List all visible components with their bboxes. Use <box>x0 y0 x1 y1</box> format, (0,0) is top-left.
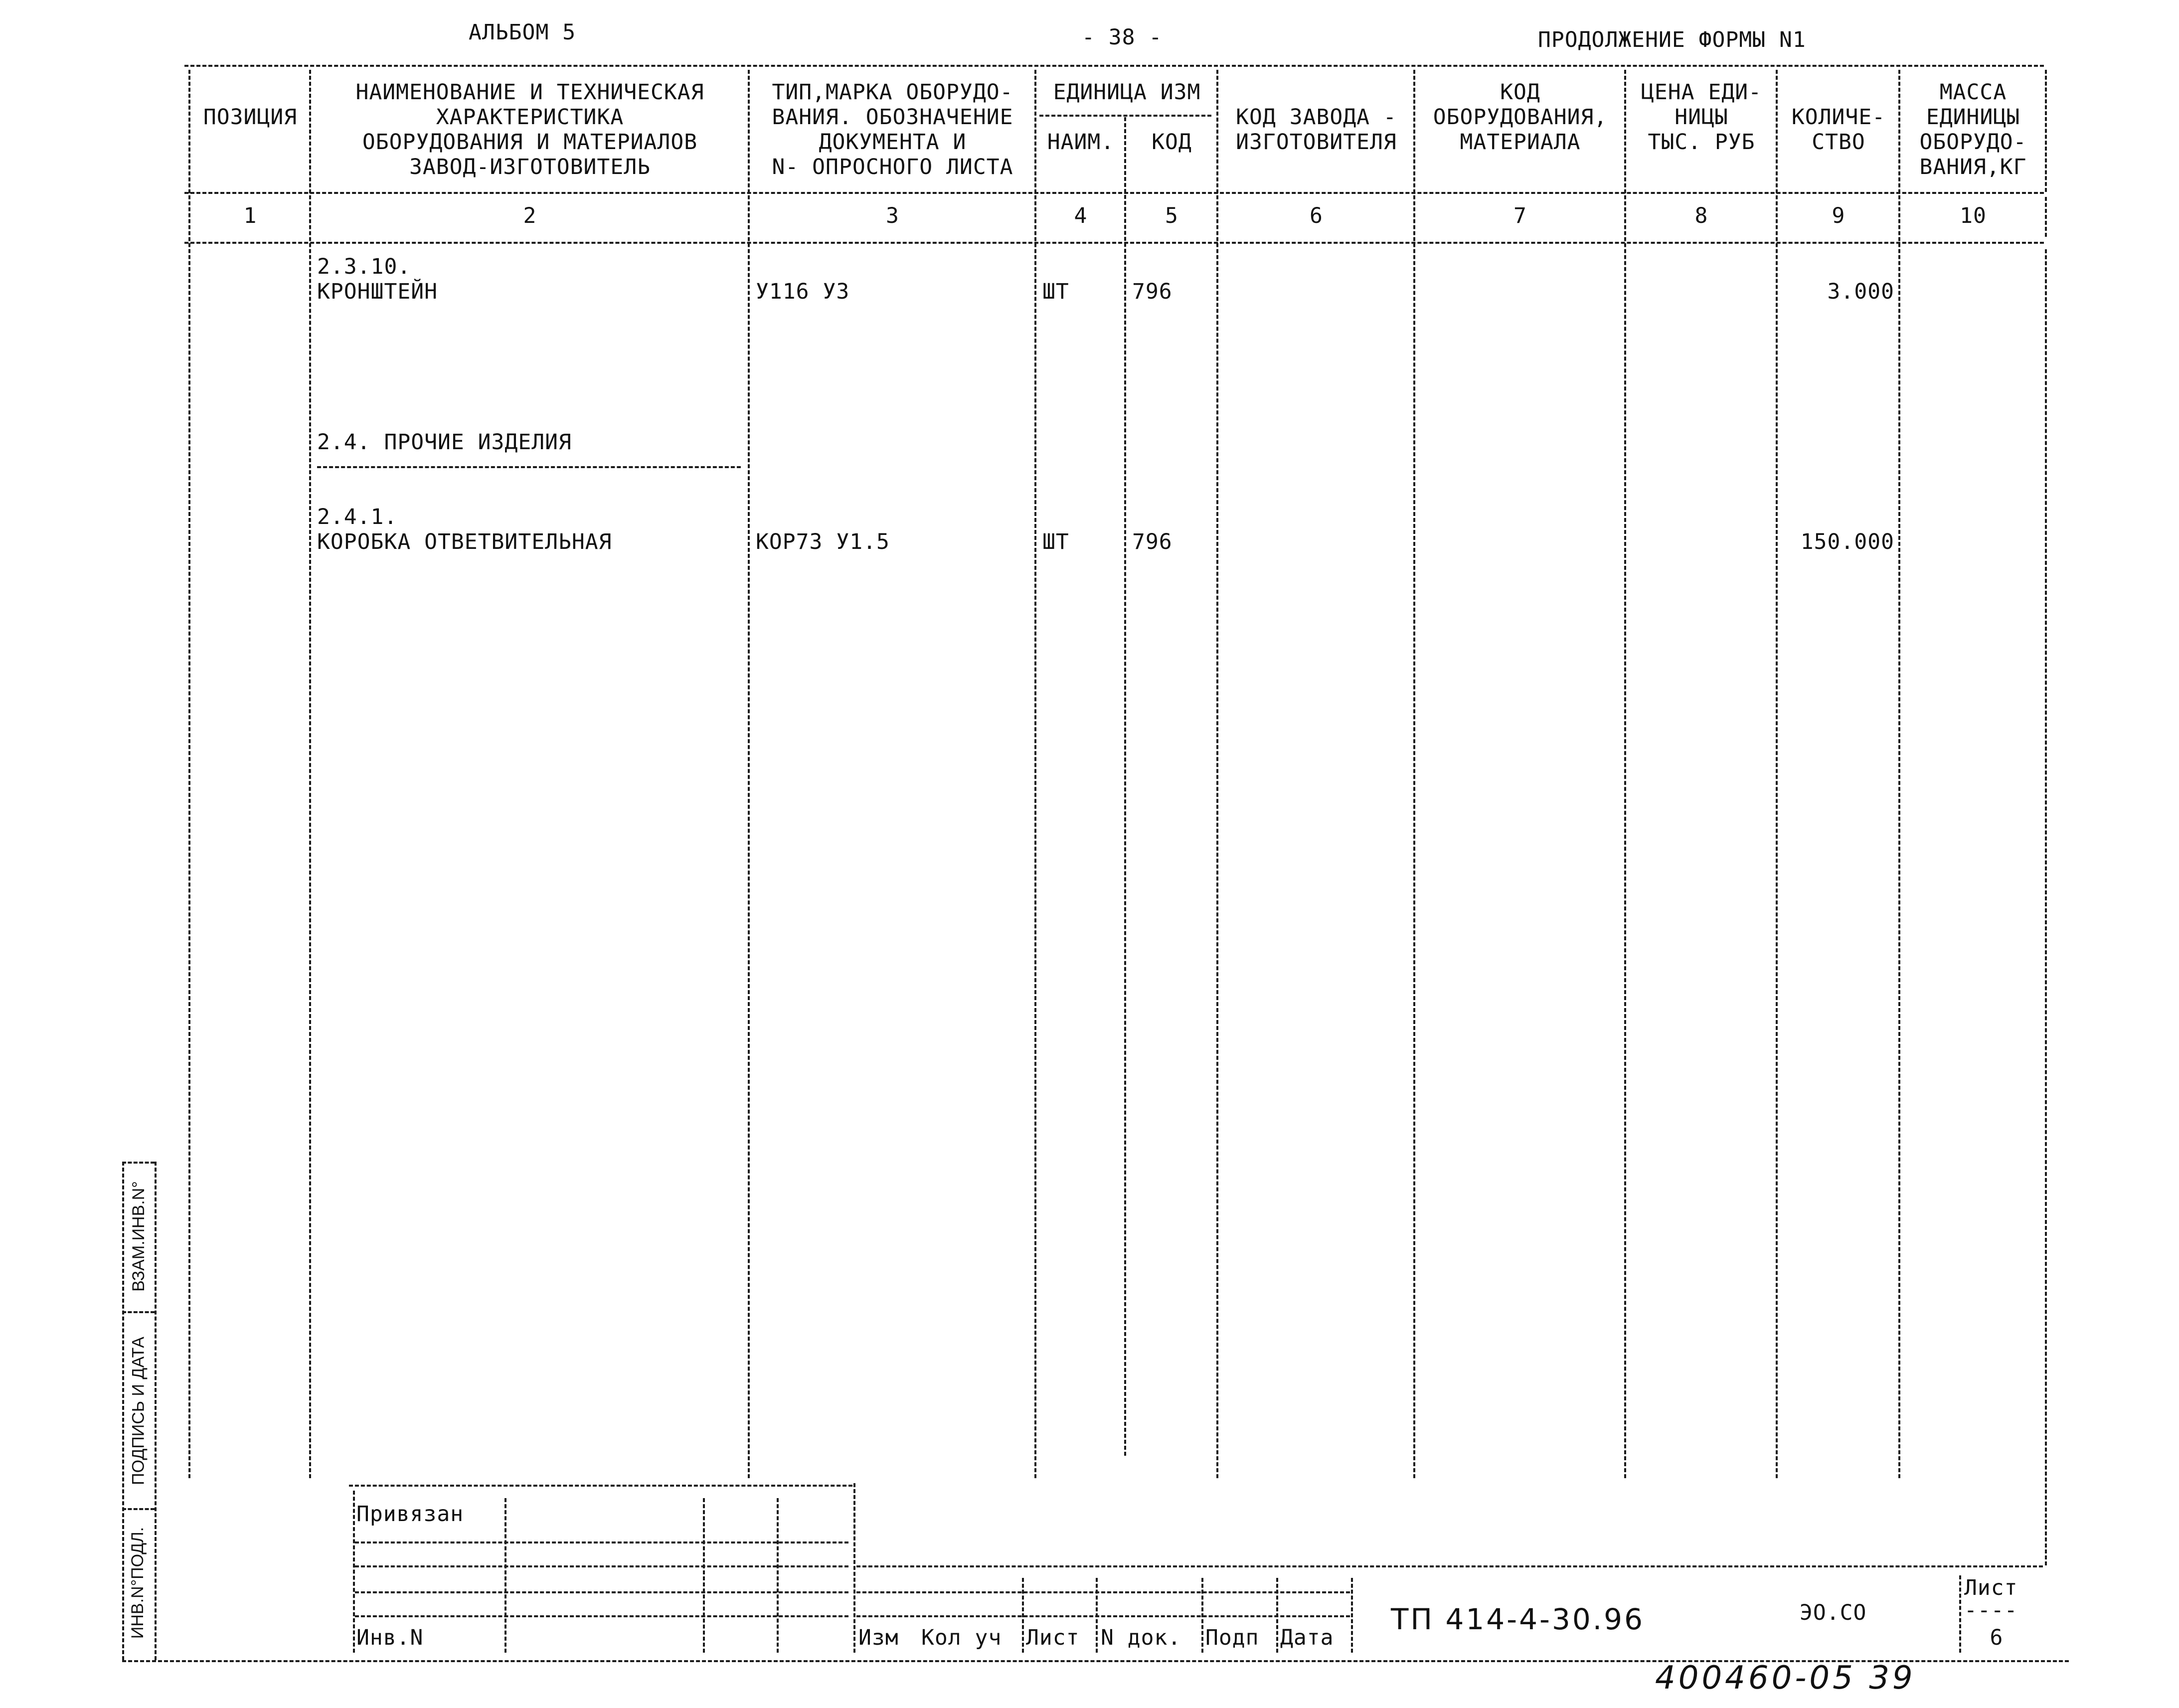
row1-type: У116 У3 <box>756 279 850 304</box>
side-stamp-replaced-inv: ВЗАМ.ИНВ.N° <box>129 1181 148 1292</box>
row3-code: 796 <box>1132 529 1173 554</box>
col-line-2 <box>748 70 750 1478</box>
page-number: - 38 - <box>1082 25 1163 50</box>
tb-row-rule-3 <box>355 1591 848 1593</box>
row3-position: 2.4.1. <box>317 505 398 529</box>
tb-rev-col-5 <box>1351 1578 1353 1653</box>
col2-number: 2 <box>523 203 537 228</box>
row1-position: 2.3.10. <box>317 254 411 279</box>
row3-name: КОРОБКА ОТВЕТВИТЕЛЬНАЯ <box>317 529 612 554</box>
col8-header-l2: НИЦЫ <box>1675 105 1728 130</box>
stamp-data: Дата <box>1280 1625 1334 1650</box>
unit-group-header: ЕДИНИЦА ИЗМ <box>1053 80 1201 105</box>
header-bottom-rule <box>184 192 2044 194</box>
col4-header: НАИМ. <box>1047 130 1115 155</box>
row1-quantity: 3.000 <box>1827 279 1894 304</box>
row3-type: КОР73 У1.5 <box>756 529 890 554</box>
col2-header-l4: ЗАВОД-ИЗГОТОВИТЕЛЬ <box>409 155 651 179</box>
col-line-10b <box>2045 197 2047 237</box>
col3-number: 3 <box>886 203 899 228</box>
col3-header-l4: N- ОПРОСНОГО ЛИСТА <box>772 155 1013 179</box>
col3-header-l2: ВАНИЯ. ОБОЗНАЧЕНИЕ <box>772 105 1013 130</box>
col7-header-l2: ОБОРУДОВАНИЯ, <box>1433 105 1608 130</box>
tb-row-rule-2 <box>355 1565 848 1567</box>
stamp-podp: Подп <box>1205 1625 1259 1650</box>
sheet-dashes: ---- <box>1964 1598 2018 1623</box>
stamp-bound-label: Привязан <box>356 1502 464 1527</box>
col-line-10c <box>2045 249 2047 1565</box>
col-line-0 <box>188 70 190 1478</box>
tb-row-rule-4 <box>355 1615 848 1617</box>
col3-header-l1: ТИП,МАРКА ОБОРУДО- <box>772 80 1013 105</box>
stamp-n-dok: N док. <box>1101 1625 1181 1650</box>
col-line-1 <box>309 70 311 1478</box>
row1-name: КРОНШТЕЙН <box>317 279 438 304</box>
section-underline <box>317 466 741 468</box>
tb-main-top-rule <box>856 1565 2043 1567</box>
tb-rev-col-4 <box>1276 1578 1278 1653</box>
col7-number: 7 <box>1513 203 1527 228</box>
col2-header-l2: ХАРАКТЕРИСТИКА <box>436 105 624 130</box>
table-top-rule <box>184 65 2044 67</box>
col7-header-l3: МАТЕРИАЛА <box>1460 130 1581 155</box>
numbers-bottom-rule <box>184 242 2044 244</box>
col-line-7 <box>1624 70 1626 1478</box>
tb-rev-col-1 <box>1022 1578 1024 1653</box>
col-line-8 <box>1776 70 1778 1478</box>
section-code: ЭО.СО <box>1800 1600 1867 1625</box>
continuation-label: ПРОДОЛЖЕНИЕ ФОРМЫ N1 <box>1538 27 1806 52</box>
handwritten-archive-number: 400460-05 39 <box>1655 1660 1916 1697</box>
col10-header-l4: ВАНИЯ,КГ <box>1919 155 2027 179</box>
tb-col-d <box>777 1498 779 1653</box>
col-line-10a <box>2045 70 2047 192</box>
tb-rev-col-2 <box>1096 1578 1098 1653</box>
col8-number: 8 <box>1694 203 1708 228</box>
document-code: ТП 414-4-30.96 <box>1391 1602 1645 1636</box>
stamp-izm: Изм <box>858 1625 899 1650</box>
col3-header-l3: ДОКУМЕНТА И <box>819 130 967 155</box>
tb-col-a <box>353 1491 355 1653</box>
col6-number: 6 <box>1310 203 1323 228</box>
col9-header-l1: КОЛИЧЕ- <box>1791 105 1886 130</box>
col10-header-l3: ОБОРУДО- <box>1919 130 2027 155</box>
stamp-kol-uch: Кол уч <box>921 1625 1002 1650</box>
side-stamp-original-inv: ИНВ.N°ПОДЛ. <box>128 1527 147 1639</box>
row1-code: 796 <box>1132 279 1173 304</box>
unit-group-divider <box>1039 115 1211 117</box>
row3-unit: ШТ <box>1042 529 1069 554</box>
tb-right-edge-left-part <box>853 1483 855 1653</box>
strip-line-right <box>155 1162 157 1660</box>
strip-line-left <box>122 1162 124 1660</box>
tb-top-rule <box>349 1485 852 1487</box>
col10-header-l1: МАССА <box>1939 80 2007 105</box>
stamp-inv-label: Инв.N <box>356 1625 424 1650</box>
tb-row-rule-1 <box>355 1541 848 1543</box>
col7-header-l1: КОД <box>1500 80 1540 105</box>
col5-header: КОД <box>1152 130 1192 155</box>
tb-rev-col-3 <box>1201 1578 1203 1653</box>
col9-number: 9 <box>1832 203 1845 228</box>
col-line-6 <box>1413 70 1415 1478</box>
col2-header-l1: НАИМЕНОВАНИЕ И ТЕХНИЧЕСКАЯ <box>355 80 704 105</box>
row3-quantity: 150.000 <box>1800 529 1894 554</box>
col4-number: 4 <box>1074 203 1088 228</box>
col-line-4 <box>1124 117 1126 1456</box>
col10-number: 10 <box>1960 203 1987 228</box>
tb-sheet-col <box>1959 1575 1961 1653</box>
col6-header-l1: КОД ЗАВОДА - <box>1236 105 1397 130</box>
sheet-label: Лист <box>1964 1575 2018 1600</box>
col-line-9 <box>1898 70 1900 1478</box>
col9-header-l2: СТВО <box>1812 130 1865 155</box>
col6-header-l2: ИЗГОТОВИТЕЛЯ <box>1236 130 1397 155</box>
col-line-5 <box>1216 70 1218 1478</box>
stamp-list: Лист <box>1026 1625 1080 1650</box>
col8-header-l3: ТЫС. РУБ <box>1648 130 1755 155</box>
album-label: АЛЬБОМ 5 <box>469 20 576 45</box>
row1-unit: ШТ <box>1042 279 1069 304</box>
col1-number: 1 <box>243 203 257 228</box>
col8-header-l1: ЦЕНА ЕДИ- <box>1641 80 1762 105</box>
col2-header-l3: ОБОРУДОВАНИЯ И МАТЕРИАЛОВ <box>362 130 698 155</box>
tb-col-b <box>504 1498 506 1653</box>
section-heading: 2.4. ПРОЧИЕ ИЗДЕЛИЯ <box>317 430 572 455</box>
col10-header-l2: ЕДИНИЦЫ <box>1926 105 2020 130</box>
tb-col-c <box>703 1498 705 1653</box>
col1-header: ПОЗИЦИЯ <box>203 105 298 130</box>
col5-number: 5 <box>1165 203 1178 228</box>
side-stamp-signature-date: ПОДПИСЬ И ДАТА <box>129 1337 148 1485</box>
sheet-number: 6 <box>1990 1625 2004 1650</box>
col-line-3 <box>1034 70 1036 1478</box>
